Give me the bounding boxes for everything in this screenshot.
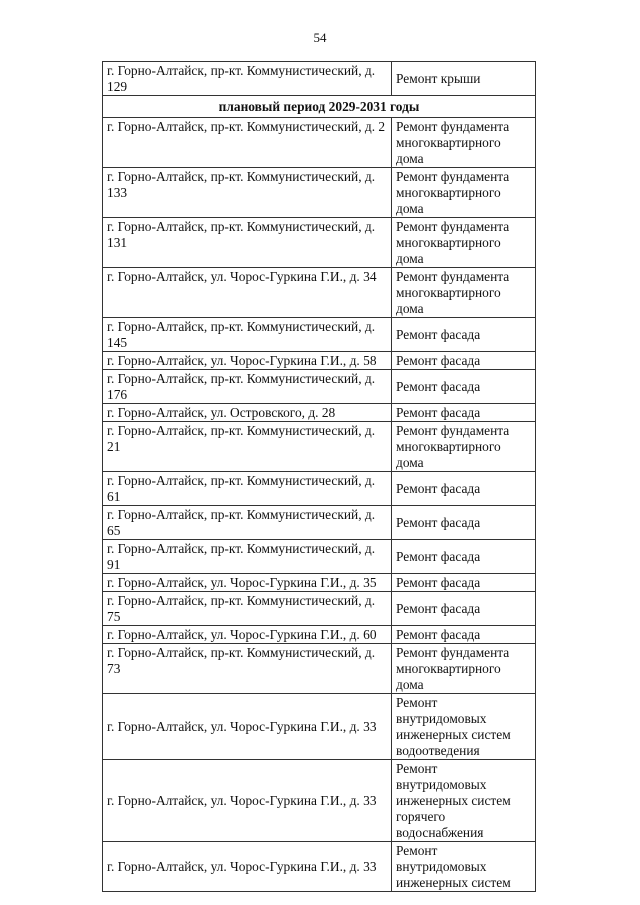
address-cell: г. Горно-Алтайск, ул. Островского, д. 28 (103, 404, 392, 422)
address-cell: г. Горно-Алтайск, ул. Чорос-Гуркина Г.И., д. 33 (103, 760, 392, 842)
work-type-cell: Ремонт внутридомовых инженерных систем водоотведения (392, 694, 536, 760)
work-type-cell: Ремонт фасада (392, 574, 536, 592)
table-row (103, 318, 536, 352)
address-cell: г. Горно-Алтайск, пр-кт. Коммунистический, д. 145 (103, 318, 392, 352)
table-row (103, 694, 536, 760)
work-type-cell: Ремонт фасада (392, 540, 536, 574)
table-row (103, 842, 536, 892)
table-row (103, 422, 536, 472)
period-header: плановый период 2029-2031 годы (103, 96, 536, 118)
repair-schedule-table (102, 61, 536, 892)
table-row (103, 540, 536, 574)
address-cell: г. Горно-Алтайск, пр-кт. Коммунистический, д. 65 (103, 506, 392, 540)
address-cell: г. Горно-Алтайск, пр-кт. Коммунистический, д. 73 (103, 644, 392, 694)
address-cell: г. Горно-Алтайск, ул. Чорос-Гуркина Г.И., д. 60 (103, 626, 392, 644)
work-type-cell: Ремонт фасада (392, 506, 536, 540)
table-row (103, 118, 536, 168)
table-row (103, 218, 536, 268)
address-cell: г. Горно-Алтайск, пр-кт. Коммунистический, д. 61 (103, 472, 392, 506)
work-type-cell: Ремонт фундамента многоквартирного дома (392, 422, 536, 472)
address-cell: г. Горно-Алтайск, ул. Чорос-Гуркина Г.И., д. 35 (103, 574, 392, 592)
address-cell: г. Горно-Алтайск, пр-кт. Коммунистический, д. 133 (103, 168, 392, 218)
period-header-row (103, 96, 536, 118)
work-type-cell: Ремонт крыши (392, 62, 536, 96)
address-cell: г. Горно-Алтайск, пр-кт. Коммунистический, д. 176 (103, 370, 392, 404)
work-type-cell: Ремонт фасада (392, 592, 536, 626)
work-type-cell: Ремонт фундамента многоквартирного дома (392, 268, 536, 318)
table-row (103, 574, 536, 592)
work-type-cell: Ремонт фундамента многоквартирного дома (392, 644, 536, 694)
table-row (103, 760, 536, 842)
work-type-cell: Ремонт фасада (392, 352, 536, 370)
work-type-cell: Ремонт фасада (392, 370, 536, 404)
address-cell: г. Горно-Алтайск, пр-кт. Коммунистический, д. 131 (103, 218, 392, 268)
table-row (103, 592, 536, 626)
address-cell: г. Горно-Алтайск, пр-кт. Коммунистический, д. 21 (103, 422, 392, 472)
table-row (103, 644, 536, 694)
table-row (103, 370, 536, 404)
table-row (103, 168, 536, 218)
table-row (103, 472, 536, 506)
work-type-cell: Ремонт фундамента многоквартирного дома (392, 218, 536, 268)
table-row (103, 268, 536, 318)
address-cell: г. Горно-Алтайск, пр-кт. Коммунистический, д. 91 (103, 540, 392, 574)
work-type-cell: Ремонт фундамента многоквартирного дома (392, 118, 536, 168)
page-number: 54 (313, 30, 327, 45)
work-type-cell: Ремонт внутридомовых инженерных систем горячего водоснабжения (392, 760, 536, 842)
table-row (103, 62, 536, 96)
work-type-cell: Ремонт фасада (392, 472, 536, 506)
work-type-cell: Ремонт фасада (392, 626, 536, 644)
table-row (103, 506, 536, 540)
work-type-cell: Ремонт фундамента многоквартирного дома (392, 168, 536, 218)
address-cell: г. Горно-Алтайск, пр-кт. Коммунистический, д. 129 (103, 62, 392, 96)
table-row (103, 404, 536, 422)
address-cell: г. Горно-Алтайск, ул. Чорос-Гуркина Г.И., д. 33 (103, 694, 392, 760)
work-type-cell: Ремонт фасада (392, 404, 536, 422)
work-type-cell: Ремонт внутридомовых инженерных систем (392, 842, 536, 892)
address-cell: г. Горно-Алтайск, пр-кт. Коммунистический, д. 75 (103, 592, 392, 626)
address-cell: г. Горно-Алтайск, ул. Чорос-Гуркина Г.И., д. 33 (103, 842, 392, 892)
table-row (103, 352, 536, 370)
address-cell: г. Горно-Алтайск, ул. Чорос-Гуркина Г.И., д. 58 (103, 352, 392, 370)
address-cell: г. Горно-Алтайск, ул. Чорос-Гуркина Г.И., д. 34 (103, 268, 392, 318)
address-cell: г. Горно-Алтайск, пр-кт. Коммунистический, д. 2 (103, 118, 392, 168)
table-row (103, 626, 536, 644)
table-body (103, 62, 536, 892)
work-type-cell: Ремонт фасада (392, 318, 536, 352)
